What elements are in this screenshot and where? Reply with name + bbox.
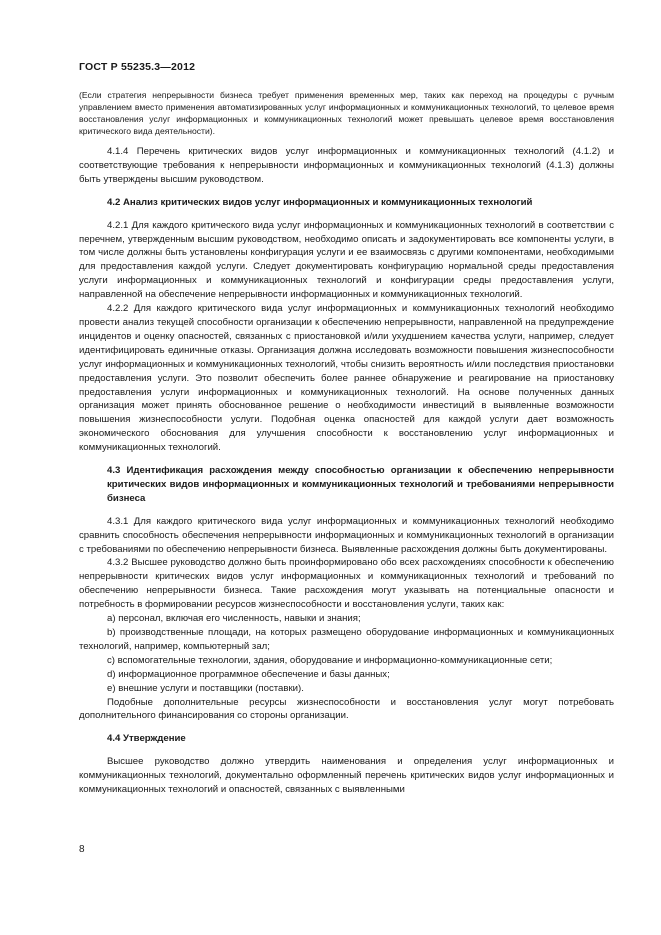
list-item: b) производственные площади, на которых размещено оборудование информационных и коммуникационных технологий, например, компьютерный зал; xyxy=(79,627,614,652)
section-heading-4-3: 4.3 Идентификация расхождения между способностью организации к обеспечению непрерывности критических видов информационных и коммуникационных технологий и требованиями непрерывности бизнеса xyxy=(107,465,614,504)
list-item: e) внешние услуги и поставщики (поставки). xyxy=(107,682,304,694)
paragraph-4-2-2: 4.2.2 Для каждого критического вида услуг информационных и коммуникационных технологий необходимо провести анализ текущей способности организации к обеспечению непрерывности, направленной на предупреждение инцидентов и оценку опасностей, связанных с приостановкой и/или ухудшением качества услуги, например, следует идентифицировать единичные отказы. Организация должна исследовать возможности повышения жизнеспособности услуг информационных и коммуникационных технологий, чтобы снизить вероятность и/или последствия приостановки предоставления услуги. Это позволит обеспечить более раннее обнаружение и реагирование на приостановку предоставления услуги информационных и коммуникационных технологий. На основе полученных данных организация может принять обоснованное решение о необходимости инвестиций в выявленные возможности повышения жизнеспособности услуги. Подобная оценка опасностей для каждой услуги дает возможность экономического обоснования для улучшения способности к восстановлению услуг информационных и коммуникационных технологий. xyxy=(79,303,614,454)
paragraph-after-list: Подобные дополнительные ресурсы жизнеспособности и восстановления услуг могут потребовать дополнительного финансирования со стороны организации. xyxy=(79,696,614,722)
list-item: d) информационное программное обеспечение и базы данных; xyxy=(107,668,390,680)
paragraph-4-3-1: 4.3.1 Для каждого критического вида услуг информационных и коммуникационных технологий необходимо сравнить способность обеспечения непрерывности информационных и коммуникационных технологий в организации с требованиями по обеспечению непрерывности бизнеса. Выявленные расхождения должны быть документированы. xyxy=(79,515,614,555)
note-paragraph: (Если стратегия непрерывности бизнеса требует применения временных мер, таких как переход на процедуры с ручным управлением вместо применения автоматизированных услуг информационных и коммуникационных технологий, то целевое время восстановления услуг информационных и коммуникационных технологий может превышать целевое время восстановления критического вида деятельности). xyxy=(79,90,614,136)
paragraph-4-1-4: 4.1.4 Перечень критических видов услуг информационных и коммуникационных технологий (4.1.2) и соответствующие требования к непрерывности информационных и коммуникационных технологий (4.1.3) должны быть утверждены высшим руководством. xyxy=(79,146,614,185)
paragraph-4-4: Высшее руководство должно утвердить наименования и определения услуг информационных и коммуникационных технологий, документально оформленный перечень критических видов услуг информационных и коммуникационных технологий и опасностей, связанных с выявленными xyxy=(79,756,614,796)
page-number: 8 xyxy=(79,844,85,855)
list-item: a) персонал, включая его численность, навыки и знания; xyxy=(107,613,361,625)
list-item: c) вспомогательные технологии, здания, оборудование и информационно-коммуникационные сети; xyxy=(107,654,553,666)
section-heading-4-4: 4.4 Утверждение xyxy=(107,733,186,745)
document-header: ГОСТ Р 55235.3—2012 xyxy=(79,61,196,73)
document-body xyxy=(79,89,614,797)
section-heading-4-2: 4.2 Анализ критических видов услуг информационных и коммуникационных технологий xyxy=(107,196,533,208)
paragraph-4-2-1: 4.2.1 Для каждого критического вида услуг информационных и коммуникационных технологий в соответствии с перечнем, утвержденным высшим руководством, необходимо описать и задокументировать все компоненты услуги, в том числе должны быть установлены конфигурация услуги и ее взаимосвязь с другими компонентами, необходимыми для предоставления каждой услуги. Следует документировать конфигурацию нормальной среды предоставления услуги информационных и коммуникационных технологий и конфигурации среды предоставления услуги, направленной на обеспечение непрерывности информационных и коммуникационных технологий. xyxy=(79,219,614,301)
paragraph-4-3-2: 4.3.2 Высшее руководство должно быть проинформировано обо всех расхождениях способности к обеспечению непрерывности критических видов услуг информационных и коммуникационных технологий и требований по обеспечению непрерывности бизнеса. Такие расхождения могут указывать на потенциальные опасности и потребность в формировании ресурсов жизнеспособности и восстановления услуги, таких как: xyxy=(79,557,614,611)
